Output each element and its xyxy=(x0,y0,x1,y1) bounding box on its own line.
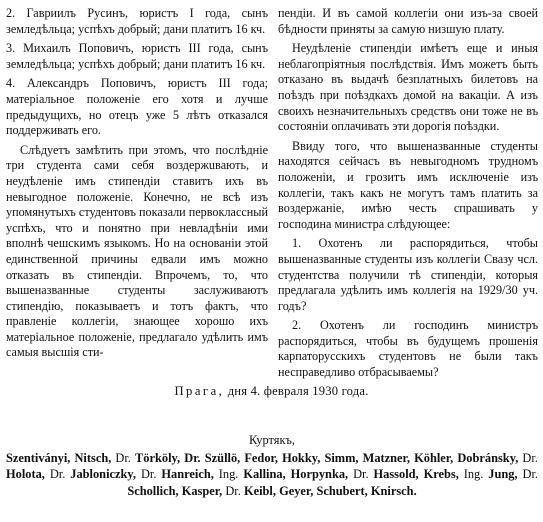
date-city: Прага, xyxy=(174,384,225,398)
question-2: 2. Охотенъ ли господинъ министръ распорядиться, чтобы въ будущемъ прошенія карпаторусскихъ студентовъ не были такъ несправедливо отбрасываемы? xyxy=(278,318,538,380)
signature-token: Krebs, xyxy=(423,467,459,482)
signature-token: Hanreich, xyxy=(161,467,214,482)
question-1: 1. Охотенъ ли распорядиться, чтобы вышеназванные студенты изъ коллегіи Свазу чсл. студентства получили тѣ стипендіи, которыя предлагала удѣлить имъ коллегія на 1929/30 уч. годъ? xyxy=(278,236,538,313)
signature-token: Ing. xyxy=(463,467,484,482)
signature-token: Knirsch. xyxy=(370,483,417,498)
signature-token: Szüllö, xyxy=(204,450,241,465)
signature-token: Hokky, xyxy=(282,450,321,465)
signatures-block xyxy=(6,432,538,499)
signatures-heading: Куртякъ, xyxy=(248,433,296,447)
paragraph-continuation: пендіи. И въ самой коллегіи они изъ-за своей бѣдности приняты за самую низшую плату. xyxy=(278,6,538,36)
left-text-column xyxy=(6,6,268,365)
signature-token: Törköly, xyxy=(135,450,181,465)
signature-token: Dobránsky, xyxy=(457,450,519,465)
signature-token: Schubert, xyxy=(316,483,368,498)
signature-token: Fedor, xyxy=(244,450,278,465)
date-line xyxy=(0,384,543,399)
signature-token: Szentiványi, xyxy=(6,450,71,465)
signature-token: Holota, xyxy=(6,467,45,482)
signature-token: Matzner, xyxy=(362,450,410,465)
paragraph-student-4: 4. Александръ Поповичъ, юристъ III года; матеріальное положеніе его хотя и лучше предыдущихъ, но отецъ уже 5 лѣтъ отказался поддерживать его. xyxy=(6,76,268,138)
signature-token: Dr. xyxy=(140,467,157,482)
signature-token: Dr. xyxy=(115,450,131,465)
right-text-column xyxy=(278,6,538,385)
signature-token: Dr. xyxy=(522,450,538,465)
signature-token: Jung, xyxy=(488,467,518,482)
signature-token: Geyer, xyxy=(279,483,314,498)
signature-token: Ing. xyxy=(218,467,239,482)
signatures-names xyxy=(6,450,538,500)
paragraph-consequences: Неудѣленіе стипендіи имѣетъ еще и иныя неблагопріятныя послѣдствія. Имъ можетъ быть отказано въ выдачѣ безплатныхъ билетовъ на поѣздъ при поѣздкахъ домой на вакаціи. А изъ своихъ незначительныхъ средствъ они тоже не въ состояніи оплачивать эти дорогія поѣздки. xyxy=(278,41,538,134)
paragraph-student-2: 2. Гавриилъ Русинъ, юристъ I года, сынъ земледѣльца; успѣхъ добрый; дани платитъ 16 кч. xyxy=(6,6,268,36)
signature-token: Kallina, xyxy=(243,467,286,482)
signature-token: Keibl, xyxy=(243,483,276,498)
signature-token: Horpynka, xyxy=(290,467,349,482)
signature-token: Dr. xyxy=(184,450,201,465)
signature-token: Kasper, xyxy=(181,483,223,498)
date-text: дня 4. февраля 1930 года. xyxy=(227,384,369,398)
signature-token: Dr. xyxy=(522,467,539,482)
signature-token: Schollich, xyxy=(127,483,179,498)
signature-token: Dr. xyxy=(49,467,66,482)
signature-token: Dr. xyxy=(225,483,241,498)
signature-token: Dr. xyxy=(353,467,369,482)
signature-token: Köhler, xyxy=(414,450,454,465)
paragraph-request: Ввиду того, что вышеназванные студенты находятся сейчасъ въ невыгодномъ трудномъ положеніи, и грозитъ имъ исключеніе изъ коллегіи, такъ какъ не могутъ тамъ платить за вoздержaніе, имѣю честь спрашивать у господина министра слѣдующее: xyxy=(278,138,538,231)
signature-token: Simm, xyxy=(324,450,359,465)
signature-token: Hassold, xyxy=(373,467,419,482)
signature-token: Jabloniczky, xyxy=(70,467,137,482)
paragraph-student-3: 3. Михаилъ Поповичъ, юристъ III года, сынъ земледѣльца; успѣхъ добрый; дани платитъ 16 кч. xyxy=(6,41,268,71)
signature-token: Nitsch, xyxy=(74,450,112,465)
paragraph-remark: Слѣдуетъ замѣтить при этомъ, что послѣдніе три студента сами себя вoздержuвaють, и неудѣленіе имъ стипендіи ставитъ ихъ въ невыгодное положеніе. Конечно, не всѣ изъ упомянутыхъ студентовъ показали первоклассный успѣхъ, что и понятно при невладѣніи ими вполнѣ чешскимъ языкомъ. Но на основаніи этой единственной причины едвали имъ можно отказать въ стипендіи. Впрочемъ, то, что вышеназванные студенты заслуживаютъ стипендію, показываетъ и тотъ фактъ, что правленіе коллегіи, знающее хорошо ихъ матеріальное положеніе, предлагало удѣлить имъ самыя высшія сти- xyxy=(6,142,268,360)
